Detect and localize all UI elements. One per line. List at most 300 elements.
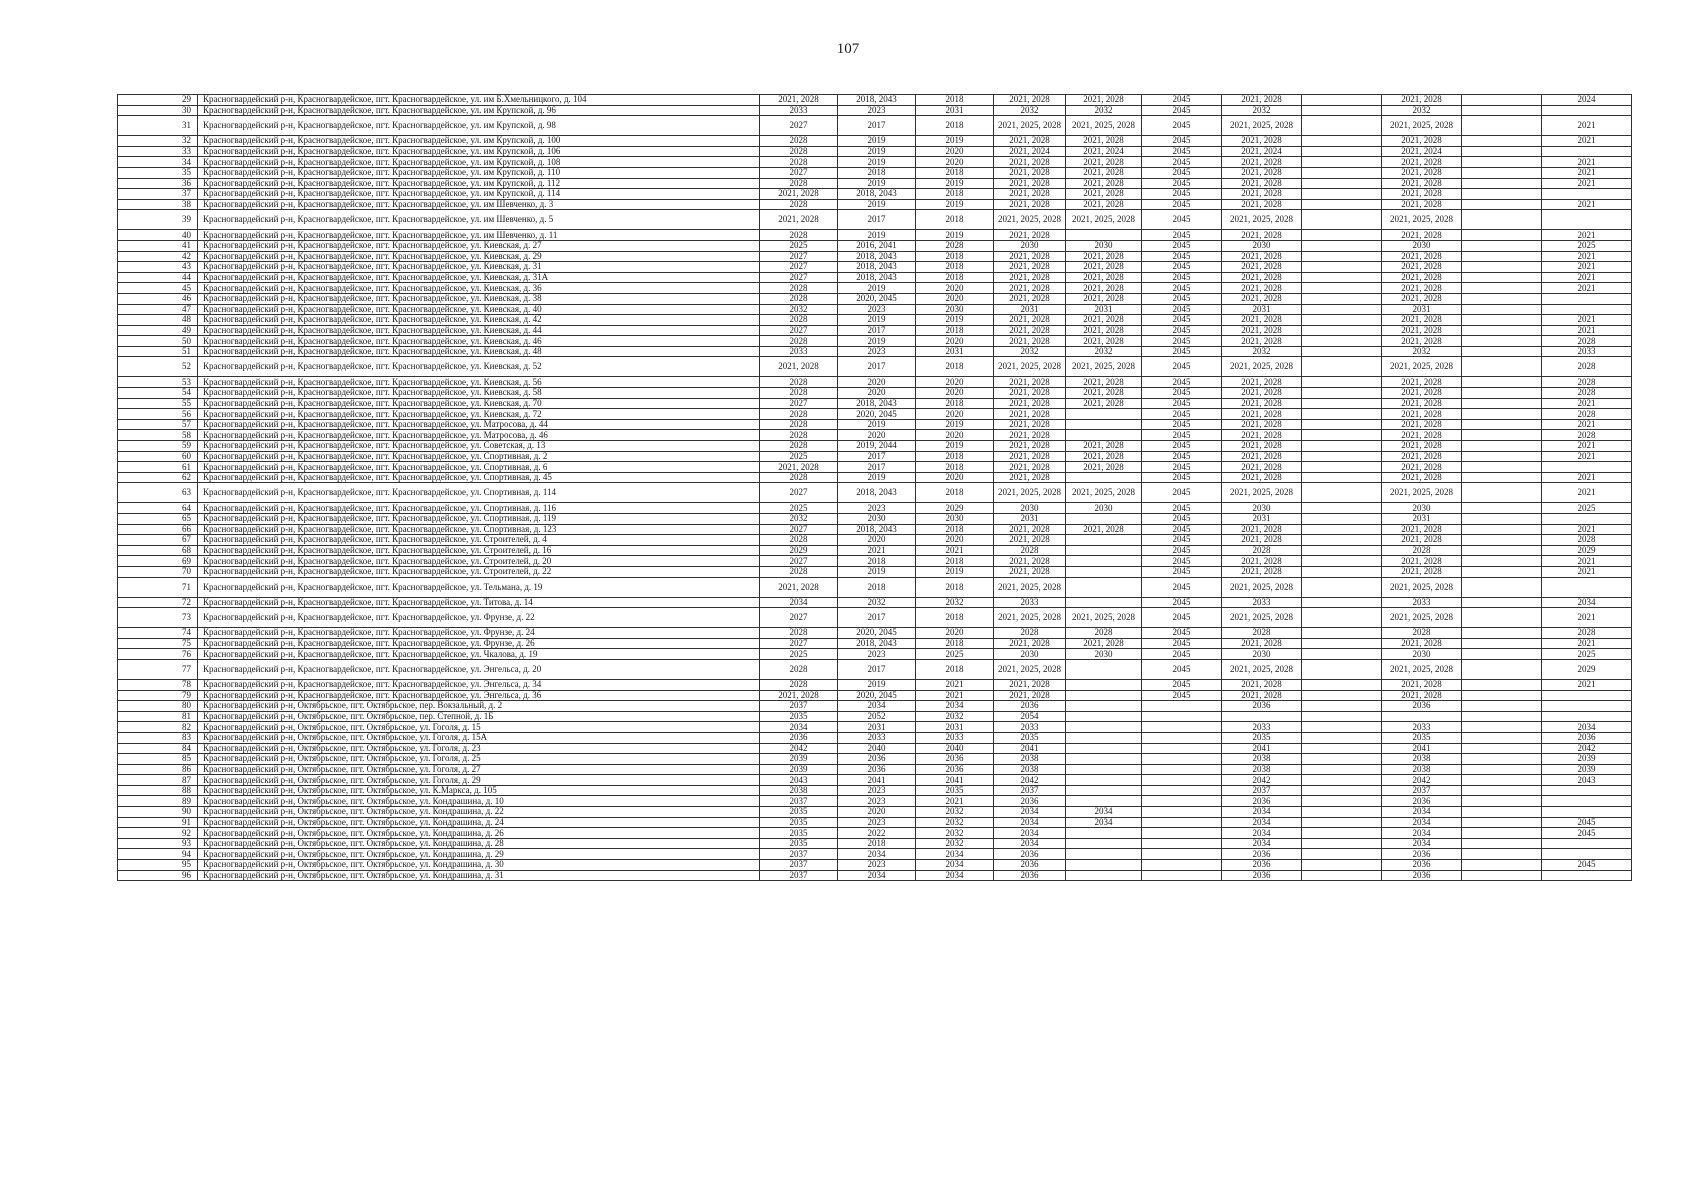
year-cell-9: 2038 bbox=[1382, 764, 1462, 775]
address-cell: Красногвардейский р-н, Красногвардейское, пгт. Красногвардейское, ул. им Крупской, д. 106 bbox=[198, 146, 760, 157]
row-number: 50 bbox=[118, 336, 198, 347]
year-cell-3: 2020 bbox=[916, 388, 994, 399]
year-cell-1: 2028 bbox=[760, 430, 838, 441]
address-cell: Красногвардейский р-н, Красногвардейское, пгт. Красногвардейское, ул. Энгельса, д. 34 bbox=[198, 679, 760, 690]
year-cell-2: 2023 bbox=[838, 796, 916, 807]
year-cell-7: 2038 bbox=[1222, 754, 1302, 765]
year-cell-7: 2038 bbox=[1222, 764, 1302, 775]
year-cell-10 bbox=[1462, 157, 1542, 168]
table-row bbox=[118, 701, 1632, 712]
table-row bbox=[118, 388, 1632, 399]
year-cell-7: 2041 bbox=[1222, 743, 1302, 754]
year-cell-8 bbox=[1302, 315, 1382, 326]
year-cell-11: 2021 bbox=[1542, 315, 1632, 326]
year-cell-9: 2036 bbox=[1382, 796, 1462, 807]
year-cell-2: 2019 bbox=[838, 679, 916, 690]
year-cell-10 bbox=[1462, 409, 1542, 420]
year-cell-5: 2021, 2028 bbox=[1066, 388, 1142, 399]
table-row bbox=[118, 817, 1632, 828]
year-cell-7: 2036 bbox=[1222, 870, 1302, 881]
table-row bbox=[118, 146, 1632, 157]
year-cell-9: 2021, 2028 bbox=[1382, 293, 1462, 304]
year-cell-8 bbox=[1302, 472, 1382, 483]
year-cell-11: 2029 bbox=[1542, 659, 1632, 679]
year-cell-5 bbox=[1066, 409, 1142, 420]
year-cell-2: 2021 bbox=[838, 545, 916, 556]
year-cell-10 bbox=[1462, 398, 1542, 409]
year-cell-10 bbox=[1462, 178, 1542, 189]
year-cell-6: 2045 bbox=[1142, 597, 1222, 608]
year-cell-10 bbox=[1462, 690, 1542, 701]
address-cell: Красногвардейский р-н, Красногвардейское, пгт. Красногвардейское, ул. Строителей, д. 16 bbox=[198, 545, 760, 556]
year-cell-6 bbox=[1142, 711, 1222, 722]
year-cell-8 bbox=[1302, 638, 1382, 649]
address-cell: Красногвардейский р-н, Октябрьское, пгт. Октябрьское, ул. К.Маркса, д. 105 bbox=[198, 785, 760, 796]
year-cell-3: 2036 bbox=[916, 764, 994, 775]
year-cell-2: 2033 bbox=[838, 732, 916, 743]
year-cell-9: 2021, 2028 bbox=[1382, 430, 1462, 441]
year-cell-5 bbox=[1066, 659, 1142, 679]
year-cell-3: 2019 bbox=[916, 199, 994, 210]
year-cell-2: 2017 bbox=[838, 659, 916, 679]
year-cell-2: 2018 bbox=[838, 577, 916, 597]
row-number: 73 bbox=[118, 608, 198, 628]
year-cell-10 bbox=[1462, 860, 1542, 871]
year-cell-4: 2031 bbox=[994, 514, 1066, 525]
year-cell-4: 2021, 2028 bbox=[994, 690, 1066, 701]
year-cell-9: 2041 bbox=[1382, 743, 1462, 754]
year-cell-5: 2034 bbox=[1066, 817, 1142, 828]
address-cell: Красногвардейский р-н, Красногвардейское, пгт. Красногвардейское, ул. Киевская, д. 29 bbox=[198, 251, 760, 262]
year-cell-1: 2035 bbox=[760, 807, 838, 818]
year-cell-5: 2021, 2028 bbox=[1066, 167, 1142, 178]
year-cell-9: 2021, 2028 bbox=[1382, 262, 1462, 273]
year-cell-6: 2045 bbox=[1142, 167, 1222, 178]
year-cell-6 bbox=[1142, 732, 1222, 743]
year-cell-10 bbox=[1462, 608, 1542, 628]
year-cell-7: 2036 bbox=[1222, 796, 1302, 807]
year-cell-7: 2021, 2025, 2028 bbox=[1222, 577, 1302, 597]
year-cell-9: 2034 bbox=[1382, 807, 1462, 818]
address-cell: Красногвардейский р-н, Октябрьское, пгт. Октябрьское, ул. Кондрашина, д. 29 bbox=[198, 849, 760, 860]
row-number: 40 bbox=[118, 230, 198, 241]
year-cell-11: 2028 bbox=[1542, 430, 1632, 441]
address-cell: Красногвардейский р-н, Красногвардейское, пгт. Красногвардейское, ул. Киевская, д. 48 bbox=[198, 346, 760, 357]
year-cell-3: 2018 bbox=[916, 272, 994, 283]
year-cell-1: 2027 bbox=[760, 325, 838, 336]
year-cell-2: 2018, 2043 bbox=[838, 189, 916, 200]
row-number: 78 bbox=[118, 679, 198, 690]
row-number: 69 bbox=[118, 556, 198, 567]
year-cell-6: 2045 bbox=[1142, 325, 1222, 336]
year-cell-5 bbox=[1066, 535, 1142, 546]
year-cell-6: 2045 bbox=[1142, 430, 1222, 441]
year-cell-10 bbox=[1462, 503, 1542, 514]
year-cell-5: 2021, 2028 bbox=[1066, 272, 1142, 283]
year-cell-5 bbox=[1066, 566, 1142, 577]
row-number: 38 bbox=[118, 199, 198, 210]
year-cell-11 bbox=[1542, 146, 1632, 157]
year-cell-1: 2032 bbox=[760, 304, 838, 315]
year-cell-3: 2020 bbox=[916, 409, 994, 420]
year-cell-4: 2036 bbox=[994, 870, 1066, 881]
address-cell: Красногвардейский р-н, Красногвардейское, пгт. Красногвардейское, ул. Киевская, д. 40 bbox=[198, 304, 760, 315]
year-cell-4: 2037 bbox=[994, 785, 1066, 796]
year-cell-4: 2021, 2025, 2028 bbox=[994, 210, 1066, 230]
year-cell-2: 2018, 2043 bbox=[838, 251, 916, 262]
year-cell-6: 2045 bbox=[1142, 230, 1222, 241]
year-cell-9: 2035 bbox=[1382, 732, 1462, 743]
year-cell-9: 2021, 2028 bbox=[1382, 251, 1462, 262]
row-number: 34 bbox=[118, 157, 198, 168]
row-number: 33 bbox=[118, 146, 198, 157]
address-cell: Красногвардейский р-н, Октябрьское, пгт. Октябрьское, ул. Кондрашина, д. 24 bbox=[198, 817, 760, 828]
year-cell-11 bbox=[1542, 849, 1632, 860]
year-cell-3: 2031 bbox=[916, 346, 994, 357]
year-cell-9: 2021, 2028 bbox=[1382, 199, 1462, 210]
year-cell-11 bbox=[1542, 690, 1632, 701]
table-row bbox=[118, 860, 1632, 871]
address-cell: Красногвардейский р-н, Красногвардейское, пгт. Красногвардейское, ул. им Шевченко, д. 3 bbox=[198, 199, 760, 210]
year-cell-2: 2017 bbox=[838, 210, 916, 230]
address-cell: Красногвардейский р-н, Октябрьское, пгт. Октябрьское, ул. Гоголя, д. 15 bbox=[198, 722, 760, 733]
year-cell-11: 2021 bbox=[1542, 178, 1632, 189]
year-cell-1: 2043 bbox=[760, 775, 838, 786]
year-cell-6: 2045 bbox=[1142, 116, 1222, 136]
year-cell-4: 2021, 2028 bbox=[994, 95, 1066, 106]
year-cell-10 bbox=[1462, 230, 1542, 241]
row-number: 44 bbox=[118, 272, 198, 283]
year-cell-3: 2019 bbox=[916, 178, 994, 189]
address-cell: Красногвардейский р-н, Красногвардейское, пгт. Красногвардейское, ул. Киевская, д. 46 bbox=[198, 336, 760, 347]
year-cell-9: 2021, 2028 bbox=[1382, 556, 1462, 567]
row-number: 74 bbox=[118, 628, 198, 639]
year-cell-2: 2019 bbox=[838, 315, 916, 326]
year-cell-8 bbox=[1302, 462, 1382, 473]
year-cell-4: 2021, 2025, 2028 bbox=[994, 116, 1066, 136]
year-cell-1: 2029 bbox=[760, 545, 838, 556]
year-cell-7: 2036 bbox=[1222, 849, 1302, 860]
row-number: 48 bbox=[118, 315, 198, 326]
year-cell-11: 2021 bbox=[1542, 283, 1632, 294]
table-row bbox=[118, 451, 1632, 462]
year-cell-11: 2029 bbox=[1542, 545, 1632, 556]
year-cell-9: 2021, 2025, 2028 bbox=[1382, 659, 1462, 679]
year-cell-5 bbox=[1066, 860, 1142, 871]
year-cell-3: 2041 bbox=[916, 775, 994, 786]
year-cell-1: 2021, 2028 bbox=[760, 95, 838, 106]
year-cell-1: 2028 bbox=[760, 157, 838, 168]
year-cell-5 bbox=[1066, 556, 1142, 567]
year-cell-7: 2021, 2028 bbox=[1222, 462, 1302, 473]
address-cell: Красногвардейский р-н, Красногвардейское, пгт. Красногвардейское, ул. Спортивная, д. 123 bbox=[198, 524, 760, 535]
year-cell-11: 2021 bbox=[1542, 272, 1632, 283]
year-cell-9: 2021, 2028 bbox=[1382, 472, 1462, 483]
year-cell-3: 2018 bbox=[916, 451, 994, 462]
address-cell: Красногвардейский р-н, Октябрьское, пгт. Октябрьское, ул. Гоголя, д. 23 bbox=[198, 743, 760, 754]
year-cell-6 bbox=[1142, 849, 1222, 860]
year-cell-6: 2045 bbox=[1142, 283, 1222, 294]
year-cell-7: 2021, 2028 bbox=[1222, 336, 1302, 347]
year-cell-1: 2025 bbox=[760, 451, 838, 462]
year-cell-3: 2021 bbox=[916, 690, 994, 701]
address-cell: Красногвардейский р-н, Красногвардейское, пгт. Красногвардейское, ул. Киевская, д. 31 bbox=[198, 262, 760, 273]
table-row bbox=[118, 608, 1632, 628]
year-cell-1: 2027 bbox=[760, 116, 838, 136]
address-cell: Красногвардейский р-н, Красногвардейское, пгт. Красногвардейское, ул. Энгельса, д. 20 bbox=[198, 659, 760, 679]
address-cell: Красногвардейский р-н, Красногвардейское, пгт. Красногвардейское, ул. Спортивная, д. 2 bbox=[198, 451, 760, 462]
address-cell: Красногвардейский р-н, Красногвардейское, пгт. Красногвардейское, ул. Киевская, д. 36 bbox=[198, 283, 760, 294]
year-cell-11: 2045 bbox=[1542, 817, 1632, 828]
year-cell-7: 2031 bbox=[1222, 304, 1302, 315]
row-number: 36 bbox=[118, 178, 198, 189]
year-cell-9: 2021, 2028 bbox=[1382, 283, 1462, 294]
year-cell-1: 2027 bbox=[760, 262, 838, 273]
year-cell-10 bbox=[1462, 659, 1542, 679]
year-cell-3: 2029 bbox=[916, 503, 994, 514]
year-cell-8 bbox=[1302, 398, 1382, 409]
year-cell-4: 2028 bbox=[994, 628, 1066, 639]
year-cell-6 bbox=[1142, 807, 1222, 818]
year-cell-4: 2041 bbox=[994, 743, 1066, 754]
year-cell-5: 2021, 2028 bbox=[1066, 441, 1142, 452]
year-cell-9: 2028 bbox=[1382, 628, 1462, 639]
year-cell-5 bbox=[1066, 743, 1142, 754]
address-cell: Красногвардейский р-н, Красногвардейское, пгт. Красногвардейское, ул. Строителей, д. 4 bbox=[198, 535, 760, 546]
year-cell-11 bbox=[1542, 870, 1632, 881]
year-cell-3: 2020 bbox=[916, 535, 994, 546]
year-cell-10 bbox=[1462, 828, 1542, 839]
year-cell-11 bbox=[1542, 796, 1632, 807]
row-number: 81 bbox=[118, 711, 198, 722]
year-cell-10 bbox=[1462, 514, 1542, 525]
year-cell-5: 2032 bbox=[1066, 346, 1142, 357]
row-number: 63 bbox=[118, 483, 198, 503]
year-cell-8 bbox=[1302, 136, 1382, 147]
table-row bbox=[118, 409, 1632, 420]
year-cell-10 bbox=[1462, 483, 1542, 503]
year-cell-5: 2021, 2025, 2028 bbox=[1066, 116, 1142, 136]
year-cell-1: 2027 bbox=[760, 556, 838, 567]
year-cell-11 bbox=[1542, 711, 1632, 722]
address-cell: Красногвардейский р-н, Октябрьское, пгт. Октябрьское, ул. Гоголя, д. 27 bbox=[198, 764, 760, 775]
year-cell-4: 2021, 2028 bbox=[994, 189, 1066, 200]
table-row bbox=[118, 336, 1632, 347]
address-cell: Красногвардейский р-н, Красногвардейское, пгт. Красногвардейское, ул. Советская, д. 13 bbox=[198, 441, 760, 452]
year-cell-4: 2034 bbox=[994, 807, 1066, 818]
year-cell-7: 2028 bbox=[1222, 545, 1302, 556]
year-cell-9: 2031 bbox=[1382, 304, 1462, 315]
year-cell-3: 2018 bbox=[916, 116, 994, 136]
year-cell-3: 2021 bbox=[916, 679, 994, 690]
address-cell: Красногвардейский р-н, Красногвардейское, пгт. Красногвардейское, ул. им Крупской, д. 114 bbox=[198, 189, 760, 200]
year-cell-4: 2021, 2028 bbox=[994, 398, 1066, 409]
year-cell-10 bbox=[1462, 95, 1542, 106]
year-cell-11: 2028 bbox=[1542, 357, 1632, 377]
year-cell-7: 2021, 2028 bbox=[1222, 315, 1302, 326]
year-cell-4: 2021, 2028 bbox=[994, 388, 1066, 399]
year-cell-11: 2033 bbox=[1542, 346, 1632, 357]
year-cell-10 bbox=[1462, 597, 1542, 608]
year-cell-11: 2021 bbox=[1542, 524, 1632, 535]
year-cell-3: 2020 bbox=[916, 157, 994, 168]
year-cell-9: 2021, 2028 bbox=[1382, 178, 1462, 189]
year-cell-5 bbox=[1066, 679, 1142, 690]
year-cell-9: 2021, 2028 bbox=[1382, 230, 1462, 241]
table-row bbox=[118, 136, 1632, 147]
year-cell-6: 2045 bbox=[1142, 95, 1222, 106]
year-cell-4: 2021, 2028 bbox=[994, 199, 1066, 210]
year-cell-7 bbox=[1222, 711, 1302, 722]
year-cell-11: 2042 bbox=[1542, 743, 1632, 754]
year-cell-10 bbox=[1462, 838, 1542, 849]
year-cell-5 bbox=[1066, 849, 1142, 860]
year-cell-4: 2032 bbox=[994, 105, 1066, 116]
year-cell-7: 2031 bbox=[1222, 514, 1302, 525]
year-cell-6: 2045 bbox=[1142, 659, 1222, 679]
year-cell-8 bbox=[1302, 817, 1382, 828]
year-cell-8 bbox=[1302, 608, 1382, 628]
year-cell-4: 2021, 2025, 2028 bbox=[994, 608, 1066, 628]
year-cell-9: 2021, 2028 bbox=[1382, 679, 1462, 690]
table-row bbox=[118, 659, 1632, 679]
year-cell-5 bbox=[1066, 577, 1142, 597]
year-cell-7: 2021, 2028 bbox=[1222, 388, 1302, 399]
year-cell-4: 2033 bbox=[994, 722, 1066, 733]
year-cell-4: 2021, 2028 bbox=[994, 419, 1066, 430]
row-number: 93 bbox=[118, 838, 198, 849]
row-number: 56 bbox=[118, 409, 198, 420]
year-cell-2: 2019 bbox=[838, 472, 916, 483]
year-cell-3: 2019 bbox=[916, 441, 994, 452]
year-cell-10 bbox=[1462, 743, 1542, 754]
year-cell-1: 2032 bbox=[760, 514, 838, 525]
year-cell-2: 2023 bbox=[838, 346, 916, 357]
address-cell: Красногвардейский р-н, Красногвардейское, пгт. Красногвардейское, ул. им Крупской, д. 110 bbox=[198, 167, 760, 178]
address-cell: Красногвардейский р-н, Октябрьское, пгт. Октябрьское, ул. Гоголя, д. 25 bbox=[198, 754, 760, 765]
year-cell-1: 2028 bbox=[760, 419, 838, 430]
year-cell-3: 2032 bbox=[916, 828, 994, 839]
year-cell-7: 2036 bbox=[1222, 701, 1302, 712]
year-cell-3: 2028 bbox=[916, 240, 994, 251]
year-cell-3: 2020 bbox=[916, 293, 994, 304]
year-cell-9: 2021, 2028 bbox=[1382, 95, 1462, 106]
year-cell-1: 2033 bbox=[760, 105, 838, 116]
page-number: 107 bbox=[836, 41, 860, 57]
year-cell-5 bbox=[1066, 732, 1142, 743]
year-cell-9: 2021, 2028 bbox=[1382, 398, 1462, 409]
year-cell-3: 2018 bbox=[916, 357, 994, 377]
year-cell-1: 2028 bbox=[760, 679, 838, 690]
year-cell-6: 2045 bbox=[1142, 545, 1222, 556]
year-cell-2: 2031 bbox=[838, 722, 916, 733]
year-cell-9: 2021, 2028 bbox=[1382, 136, 1462, 147]
year-cell-10 bbox=[1462, 451, 1542, 462]
year-cell-10 bbox=[1462, 870, 1542, 881]
table-row bbox=[118, 743, 1632, 754]
year-cell-7: 2035 bbox=[1222, 732, 1302, 743]
year-cell-6: 2045 bbox=[1142, 210, 1222, 230]
year-cell-7: 2032 bbox=[1222, 346, 1302, 357]
year-cell-3: 2018 bbox=[916, 462, 994, 473]
year-cell-2: 2018, 2043 bbox=[838, 262, 916, 273]
year-cell-4: 2038 bbox=[994, 754, 1066, 765]
year-cell-5: 2021, 2028 bbox=[1066, 293, 1142, 304]
year-cell-9: 2021, 2028 bbox=[1382, 462, 1462, 473]
year-cell-9: 2021, 2028 bbox=[1382, 325, 1462, 336]
year-cell-8 bbox=[1302, 483, 1382, 503]
row-number: 61 bbox=[118, 462, 198, 473]
year-cell-10 bbox=[1462, 711, 1542, 722]
year-cell-8 bbox=[1302, 597, 1382, 608]
year-cell-4: 2021, 2025, 2028 bbox=[994, 577, 1066, 597]
address-cell: Красногвардейский р-н, Октябрьское, пгт. Октябрьское, ул. Кондрашина, д. 31 bbox=[198, 870, 760, 881]
year-cell-11: 2021 bbox=[1542, 325, 1632, 336]
year-cell-6: 2045 bbox=[1142, 483, 1222, 503]
row-number: 70 bbox=[118, 566, 198, 577]
year-cell-10 bbox=[1462, 535, 1542, 546]
year-cell-5 bbox=[1066, 514, 1142, 525]
year-cell-2: 2023 bbox=[838, 304, 916, 315]
year-cell-4: 2021, 2028 bbox=[994, 336, 1066, 347]
year-cell-2: 2018, 2043 bbox=[838, 272, 916, 283]
year-cell-4: 2021, 2028 bbox=[994, 167, 1066, 178]
table-row bbox=[118, 556, 1632, 567]
year-cell-6: 2045 bbox=[1142, 189, 1222, 200]
year-cell-5: 2021, 2028 bbox=[1066, 638, 1142, 649]
year-cell-3: 2020 bbox=[916, 146, 994, 157]
year-cell-7: 2021, 2028 bbox=[1222, 377, 1302, 388]
address-cell: Красногвардейский р-н, Красногвардейское, пгт. Красногвардейское, ул. им Б.Хмельницкого, д. 104 bbox=[198, 95, 760, 106]
year-cell-2: 2017 bbox=[838, 608, 916, 628]
year-cell-4: 2021, 2025, 2028 bbox=[994, 659, 1066, 679]
year-cell-2: 2020, 2045 bbox=[838, 628, 916, 639]
table-row bbox=[118, 785, 1632, 796]
year-cell-9: 2034 bbox=[1382, 838, 1462, 849]
year-cell-9: 2036 bbox=[1382, 701, 1462, 712]
year-cell-10 bbox=[1462, 775, 1542, 786]
year-cell-7: 2021, 2028 bbox=[1222, 167, 1302, 178]
row-number: 45 bbox=[118, 283, 198, 294]
year-cell-10 bbox=[1462, 679, 1542, 690]
year-cell-10 bbox=[1462, 732, 1542, 743]
year-cell-9: 2021, 2025, 2028 bbox=[1382, 210, 1462, 230]
address-cell: Красногвардейский р-н, Октябрьское, пгт. Октябрьское, ул. Кондрашина, д. 30 bbox=[198, 860, 760, 871]
year-cell-9: 2033 bbox=[1382, 722, 1462, 733]
row-number: 47 bbox=[118, 304, 198, 315]
year-cell-9: 2021, 2025, 2028 bbox=[1382, 116, 1462, 136]
address-cell: Красногвардейский р-н, Красногвардейское, пгт. Красногвардейское, ул. Киевская, д. 52 bbox=[198, 357, 760, 377]
table-row bbox=[118, 514, 1632, 525]
year-cell-5: 2021, 2028 bbox=[1066, 462, 1142, 473]
year-cell-5: 2021, 2028 bbox=[1066, 283, 1142, 294]
row-number: 46 bbox=[118, 293, 198, 304]
year-cell-11 bbox=[1542, 462, 1632, 473]
table-row bbox=[118, 441, 1632, 452]
year-cell-7: 2021, 2028 bbox=[1222, 409, 1302, 420]
year-cell-5 bbox=[1066, 775, 1142, 786]
year-cell-11 bbox=[1542, 514, 1632, 525]
year-cell-11: 2034 bbox=[1542, 597, 1632, 608]
year-cell-2: 2020, 2045 bbox=[838, 409, 916, 420]
year-cell-8 bbox=[1302, 336, 1382, 347]
year-cell-5: 2021, 2025, 2028 bbox=[1066, 357, 1142, 377]
year-cell-3: 2018 bbox=[916, 167, 994, 178]
year-cell-11: 2021 bbox=[1542, 251, 1632, 262]
year-cell-10 bbox=[1462, 472, 1542, 483]
year-cell-2: 2020, 2045 bbox=[838, 293, 916, 304]
year-cell-2: 2018 bbox=[838, 167, 916, 178]
